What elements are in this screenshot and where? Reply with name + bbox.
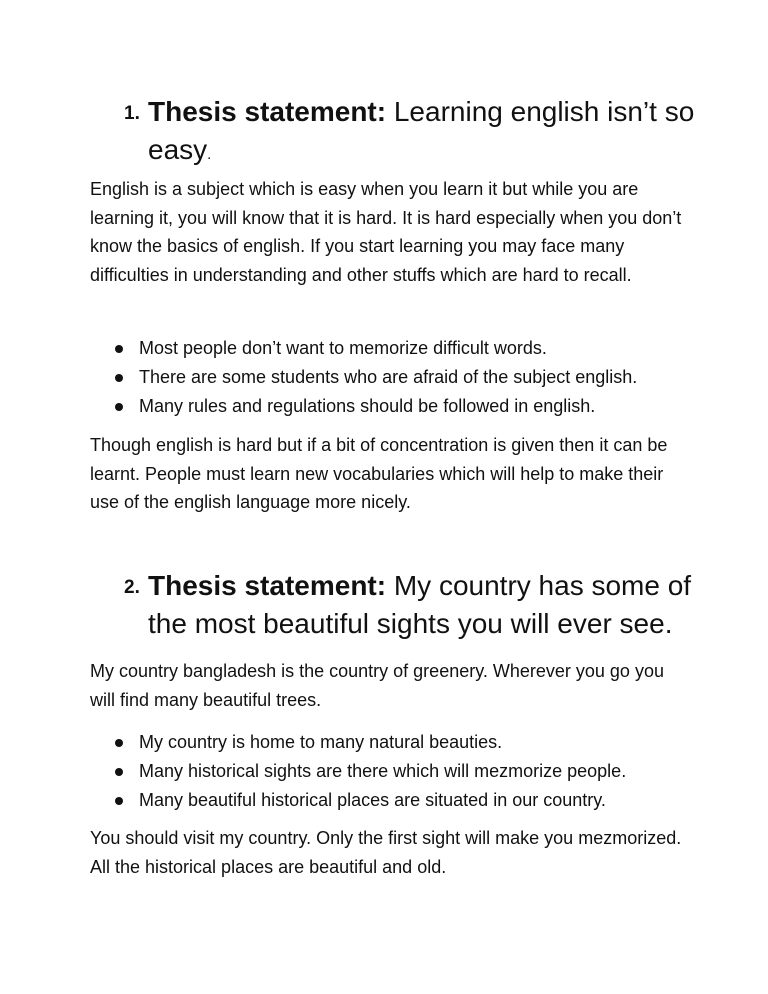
list-item bbox=[112, 728, 712, 757]
section-2-heading-text bbox=[148, 567, 708, 648]
list-item bbox=[112, 363, 712, 392]
bullet-icon bbox=[115, 797, 123, 805]
bullet-text: Many historical sights are there which will mezmorize people. bbox=[139, 761, 627, 781]
bullet-text: Most people don’t want to memorize difficult words. bbox=[139, 338, 547, 358]
bullet-text: My country is home to many natural beauties. bbox=[139, 732, 503, 752]
section-1-label: Thesis statement: bbox=[148, 96, 387, 127]
section-1-heading-text bbox=[148, 93, 708, 174]
section-2-bullet-list bbox=[112, 728, 712, 815]
bullet-icon bbox=[115, 768, 123, 776]
list-item bbox=[112, 786, 712, 815]
section-1-paragraph: English is a subject which is easy when you learn it but while you are learning it, you will know that it is hard. It is hard especially when you don’t know the basics of english. If you start learning you may face many difficulties in understanding and other stuffs which are hard to recall. bbox=[90, 179, 682, 285]
bullet-text: There are some students who are afraid of the subject english. bbox=[139, 367, 638, 387]
section-2-paragraph: My country bangladesh is the country of greenery. Wherever you go you will find many beautiful trees. bbox=[90, 661, 664, 710]
section-1-statement: Learning english isn’t so easy bbox=[148, 96, 695, 165]
list-item bbox=[112, 757, 712, 786]
section-2-conclusion: You should visit my country. Only the first sight will make you mezmorized. All the historical places are beautiful and old. bbox=[90, 828, 682, 877]
section-1-bullet-list bbox=[112, 334, 712, 421]
section-2-label: Thesis statement: bbox=[148, 570, 387, 601]
bullet-text: Many beautiful historical places are situated in our country. bbox=[139, 790, 606, 810]
bullet-text: Many rules and regulations should be followed in english. bbox=[139, 396, 596, 416]
section-1-statement-end: . bbox=[207, 146, 212, 163]
section-2-number: 2. bbox=[124, 577, 140, 598]
bullet-icon bbox=[115, 403, 123, 411]
list-item bbox=[112, 334, 712, 363]
bullet-icon bbox=[115, 739, 123, 747]
section-1-conclusion: Though english is hard but if a bit of concentration is given then it can be learnt. People must learn new vocabularies which will help to make their use of the english language more nicely. bbox=[90, 435, 668, 512]
bullet-icon bbox=[115, 345, 123, 353]
bullet-icon bbox=[115, 374, 123, 382]
section-2-statement: My country has some of the most beautiful sights you will ever see. bbox=[148, 570, 692, 639]
section-1-number: 1. bbox=[124, 103, 140, 124]
list-item bbox=[112, 392, 712, 421]
